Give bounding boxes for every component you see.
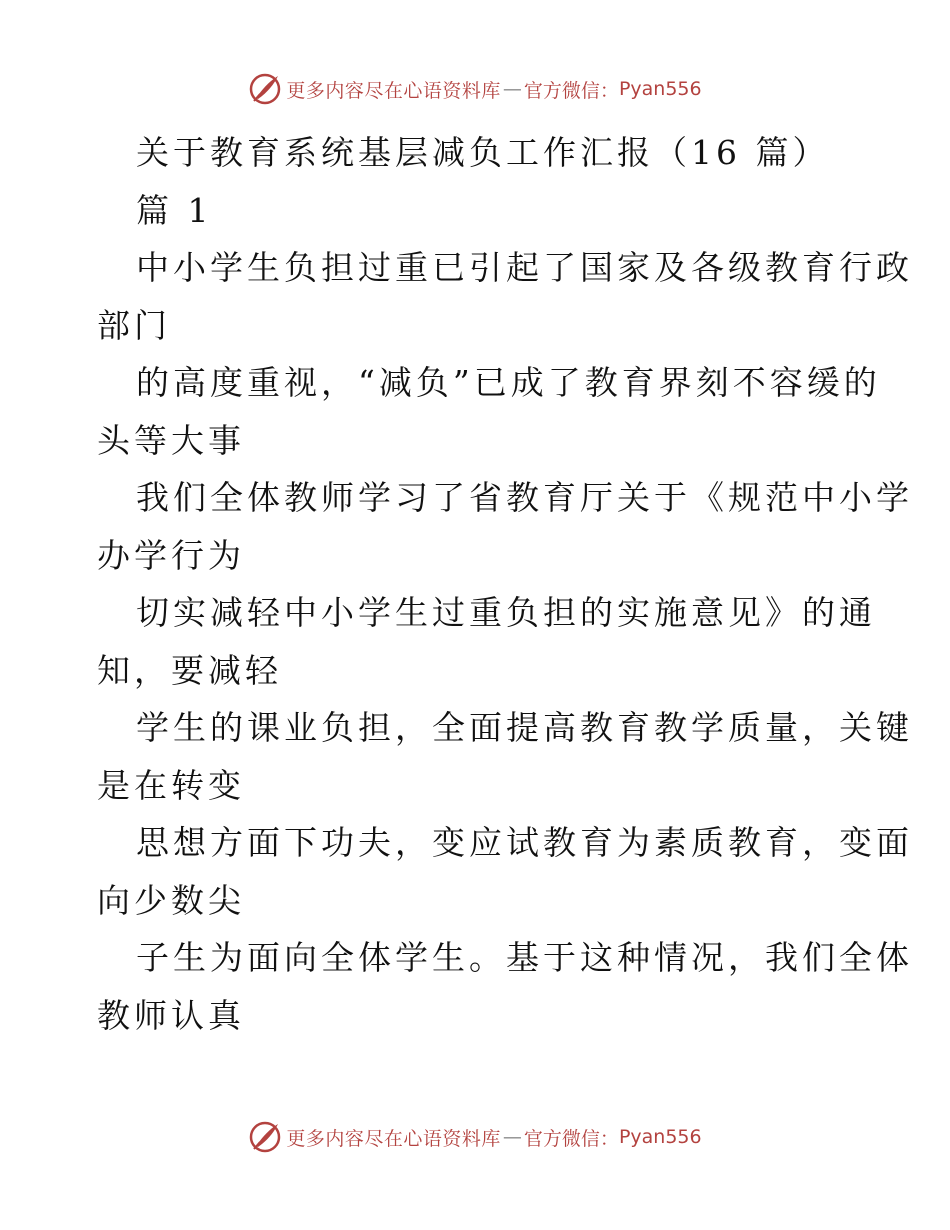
watermark-text: 更多内容尽在心语资料库 <box>286 79 501 102</box>
body-line: 思想方面下功夫，变应试教育为素质教育，变面 <box>136 823 913 862</box>
watermark-wechat-label: 官方微信： <box>523 1127 619 1150</box>
body-line: 教师认真 <box>97 995 245 1035</box>
body-line: 是在转变 <box>97 765 245 805</box>
document-body <box>97 124 913 1044</box>
body-line: 子生为面向全体学生。基于这种情况，我们全体 <box>136 938 913 977</box>
section-heading: 篇 1 <box>136 190 213 230</box>
body-line: 学生的课业负担，全面提高教育教学质量，关键 <box>136 708 913 747</box>
watermark-wechat-id: Pyan556 <box>618 1126 702 1148</box>
watermark-separator: — <box>502 78 522 100</box>
body-line: 向少数尖 <box>97 880 245 920</box>
body-line: 中小学生负担过重已引起了国家及各级教育行政 <box>136 248 913 287</box>
body-line: 办学行为 <box>97 535 245 575</box>
body-line: 的高度重视，“减负”已成了教育界刻不容缓的 <box>136 363 881 402</box>
watermark-wechat-label: 官方微信： <box>523 79 619 102</box>
body-line: 部门 <box>97 305 171 345</box>
body-line: 头等大事 <box>97 420 245 460</box>
quill-logo-icon <box>248 72 282 106</box>
watermark-text: 更多内容尽在心语资料库 <box>286 1127 501 1150</box>
watermark-separator: — <box>502 1126 522 1148</box>
header-watermark <box>0 72 950 106</box>
quill-logo-icon <box>248 1120 282 1154</box>
body-line: 切实减轻中小学生过重负担的实施意见》的通 <box>136 593 876 632</box>
watermark-wechat-id: Pyan556 <box>618 78 702 100</box>
body-line: 知，要减轻 <box>97 650 282 690</box>
document-title: 关于教育系统基层减负工作汇报（16 篇） <box>136 133 830 172</box>
footer-watermark <box>0 1120 950 1154</box>
body-line: 我们全体教师学习了省教育厅关于《规范中小学 <box>136 478 913 517</box>
